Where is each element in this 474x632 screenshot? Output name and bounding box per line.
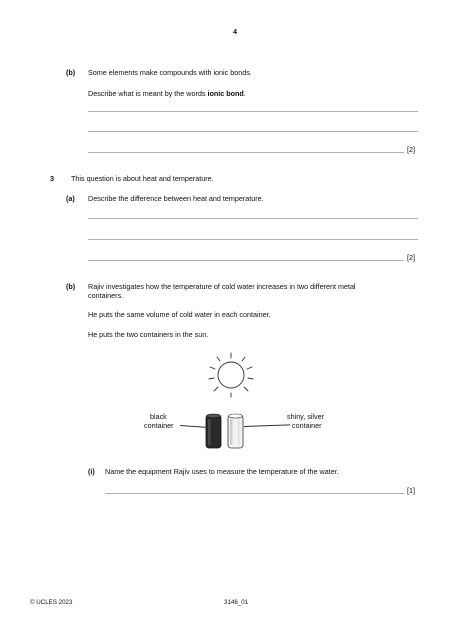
q3a-text: Describe the difference between heat and temperature. xyxy=(88,194,264,203)
q2b-prompt-prefix: Describe what is meant by the words xyxy=(88,89,208,98)
q3bi-text: Name the equipment Rajiv uses to measure the temperature of the water. xyxy=(105,467,339,476)
q3a-marks: [2] xyxy=(407,253,415,262)
q3a-part-label: (a) xyxy=(66,194,75,203)
q3a-answer-line-3[interactable] xyxy=(88,260,404,261)
q3bi-marks: [1] xyxy=(407,486,415,495)
silver-container-label-1: shiny, silver xyxy=(287,412,325,421)
q2b-marks: [2] xyxy=(407,145,415,154)
q3b-part-label: (b) xyxy=(66,282,76,291)
black-container-label-2: container xyxy=(144,421,174,430)
q3b-text-3: He puts the two containers in the sun. xyxy=(88,330,209,339)
q3bi-answer-line[interactable] xyxy=(105,493,404,494)
q3a-answer-line-2[interactable] xyxy=(88,239,418,240)
sun-icon xyxy=(209,353,253,397)
q2b-prompt-bold: ionic bond xyxy=(207,89,244,98)
q2b-part-label: (b) xyxy=(66,68,76,77)
q2b-prompt-suffix: . xyxy=(243,89,246,98)
q2b-answer-line-3[interactable] xyxy=(88,152,404,153)
q3a-answer-line-1[interactable] xyxy=(88,218,418,219)
q3b-text-line-1: Rajiv investigates how the temperature of cold water increases in two different metal xyxy=(88,282,356,291)
q3b-text-2: He puts the same volume of cold water in each container. xyxy=(88,310,271,319)
q3-intro: This question is about heat and temperature. xyxy=(71,174,214,183)
q3bi-part-label: (i) xyxy=(88,467,95,476)
silver-container-label-2: container xyxy=(292,421,322,430)
q2b-stem: Some elements make compounds with ionic bonds. xyxy=(88,68,252,77)
footer-code: 3146_01 xyxy=(224,599,249,606)
q2b-answer-line-2[interactable] xyxy=(88,131,418,132)
sun-and-containers-figure xyxy=(180,338,300,458)
black-container-label-1: black xyxy=(150,412,167,421)
q3-number: 3 xyxy=(50,174,54,183)
page-number: 4 xyxy=(233,27,237,36)
footer-copyright: © UCLES 2023 xyxy=(30,599,73,606)
q2b-answer-line-1[interactable] xyxy=(88,111,418,112)
black-container-icon xyxy=(206,414,221,448)
silver-container-icon xyxy=(228,414,243,448)
q2b-prompt xyxy=(88,89,246,98)
q3b-text-line-2: containers. xyxy=(88,291,124,300)
